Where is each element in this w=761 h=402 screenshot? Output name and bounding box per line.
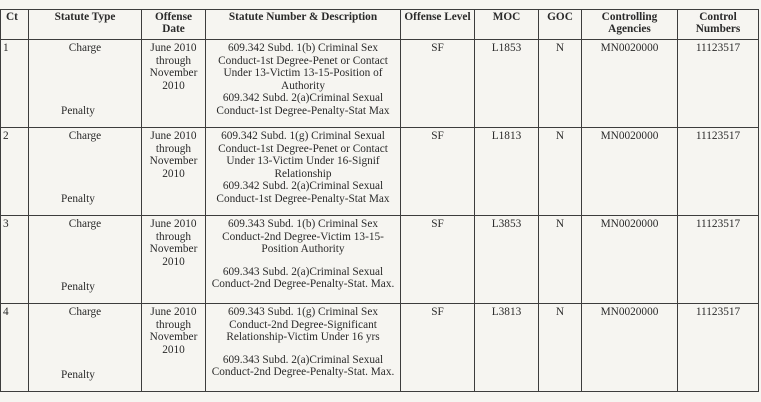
statute-description-cell — [206, 128, 401, 216]
header-row — [1, 10, 759, 40]
charges-table — [0, 9, 759, 392]
penalty-description: 609.343 Subd. 2(a)Criminal Sexual Conduct-2nd Degree-Penalty-Stat. Max. — [211, 353, 395, 379]
offense-date: June 2010 through November 2010 — [142, 304, 206, 392]
header-control-numbers: Control Numbers — [678, 10, 759, 40]
controlling-agency: MN0020000 — [582, 216, 678, 304]
moc-code: L3853 — [475, 216, 539, 304]
control-number: 11123517 — [678, 128, 759, 216]
statute-type-cell — [29, 128, 142, 216]
charge-description: 609.342 Subd. 1(g) Criminal Sexual Conduct-1st Degree-Penet or Contact Under 13-Victim Under 16-Signif Relationship — [218, 130, 388, 180]
charge-label: Charge — [68, 218, 102, 230]
offense-date: June 2010 through November 2010 — [142, 40, 206, 128]
charge-label: Charge — [68, 42, 102, 54]
control-number: 11123517 — [678, 40, 759, 128]
statute-description-cell — [206, 40, 401, 128]
header-moc: MOC — [475, 10, 539, 40]
penalty-description: 609.342 Subd. 2(a)Criminal Sexual Conduct-1st Degree-Penalty-Stat Max — [216, 180, 390, 205]
count-number: 1 — [1, 40, 29, 128]
header-offense-date: Offense Date — [142, 10, 206, 40]
charge-label: Charge — [68, 306, 102, 318]
table-row — [1, 304, 759, 392]
offense-level: SF — [401, 304, 475, 392]
goc-code: N — [539, 40, 582, 128]
table-row — [1, 128, 759, 216]
control-number: 11123517 — [678, 304, 759, 392]
charge-description: 609.342 Subd. 1(b) Criminal Sex Conduct-1st Degree-Penet or Contact Under 13-Victim 13-15-Position of Authority — [218, 42, 388, 92]
penalty-label: Penalty — [61, 281, 95, 294]
count-number: 2 — [1, 128, 29, 216]
moc-code: L1853 — [475, 40, 539, 128]
statute-type-cell — [29, 304, 142, 392]
charge-label: Charge — [68, 130, 102, 142]
header-controlling-agencies: Controlling Agencies — [582, 10, 678, 40]
table-row — [1, 216, 759, 304]
header-ct: Ct — [1, 10, 29, 40]
charge-description: 609.343 Subd. 1(b) Criminal Sex Conduct-2nd Degree-Victim 13-15-Position Authority — [222, 218, 384, 256]
penalty-label: Penalty — [61, 369, 95, 382]
goc-code: N — [539, 128, 582, 216]
offense-level: SF — [401, 40, 475, 128]
statute-type-cell — [29, 40, 142, 128]
offense-level: SF — [401, 128, 475, 216]
count-number: 4 — [1, 304, 29, 392]
offense-date: June 2010 through November 2010 — [142, 128, 206, 216]
offense-date: June 2010 through November 2010 — [142, 216, 206, 304]
controlling-agency: MN0020000 — [582, 128, 678, 216]
count-number: 3 — [1, 216, 29, 304]
table-row — [1, 40, 759, 128]
controlling-agency: MN0020000 — [582, 304, 678, 392]
penalty-label: Penalty — [61, 193, 95, 206]
moc-code: L1813 — [475, 128, 539, 216]
statute-description-cell — [206, 304, 401, 392]
header-goc: GOC — [539, 10, 582, 40]
controlling-agency: MN0020000 — [582, 40, 678, 128]
penalty-description: 609.343 Subd. 2(a)Criminal Sexual Conduct-2nd Degree-Penalty-Stat. Max. — [211, 265, 395, 291]
statute-type-cell — [29, 216, 142, 304]
header-statute-type: Statute Type — [29, 10, 142, 40]
goc-code: N — [539, 216, 582, 304]
penalty-description: 609.342 Subd. 2(a)Criminal Sexual Conduct-1st Degree-Penalty-Stat Max — [216, 92, 390, 117]
header-statute-description: Statute Number & Description — [206, 10, 401, 40]
moc-code: L3813 — [475, 304, 539, 392]
penalty-label: Penalty — [61, 105, 95, 118]
statute-description-cell — [206, 216, 401, 304]
control-number: 11123517 — [678, 216, 759, 304]
offense-level: SF — [401, 216, 475, 304]
charge-description: 609.343 Subd. 1(g) Criminal Sex Conduct-2nd Degree-Significant Relationship-Victim Under 16 yrs — [226, 306, 380, 344]
header-offense-level: Offense Level — [401, 10, 475, 40]
goc-code: N — [539, 304, 582, 392]
